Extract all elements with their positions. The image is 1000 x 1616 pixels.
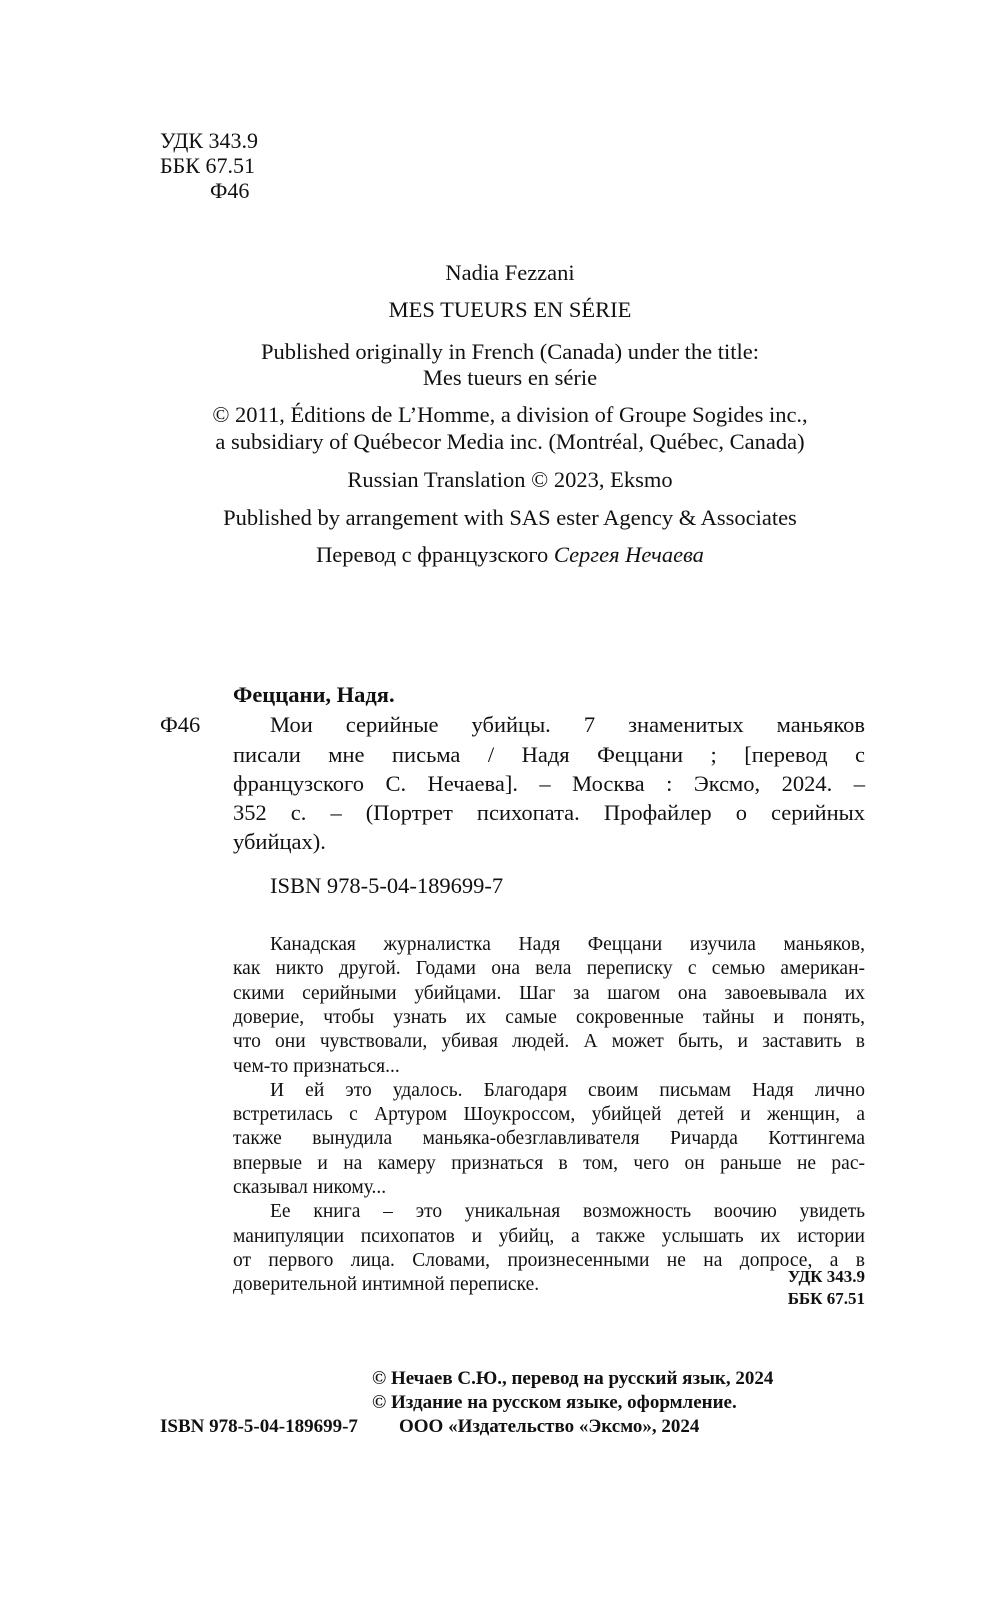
annotation-line: И ей это удалось. Благодаря своим письмам Надя лично <box>270 1079 865 1101</box>
annotation-bbk: ББК 67.51 <box>787 1289 865 1308</box>
catalog-line: французского С. Нечаева]. – Москва : Эксмо, 2024. – <box>233 771 865 796</box>
catalog-heading: Феццани, Надя. <box>233 682 395 707</box>
annotation-line: доверительной интимной переписке. <box>233 1274 540 1296</box>
udk-code: УДК 343.9 <box>160 128 259 153</box>
annotation-line: скими серийными убийцами. Шаг за шагом она завоевывала их <box>233 982 865 1004</box>
catalog-line: 352 с. – (Портрет психопата. Профайлер о серийных <box>233 800 865 825</box>
annotation-line: чем-то признаться... <box>233 1055 400 1077</box>
author-mark: Ф46 <box>210 178 250 203</box>
translator-credit <box>0 544 1000 567</box>
catalog-line: писали мне письма / Надя Феццани ; [перевод с <box>233 742 865 767</box>
catalog-isbn: ISBN 978-5-04-189699-7 <box>270 873 504 898</box>
annotation-line: сказывал никому... <box>233 1177 387 1198</box>
copyright-line-2: a subsidiary of Québecor Media inc. (Montréal, Québec, Canada) <box>215 429 805 454</box>
annotation-udk: УДК 343.9 <box>787 1267 865 1286</box>
annotation-line: также вынудила маньяка-обезглавливателя Ричарда Коттингема <box>233 1128 865 1150</box>
annotation-line: от первого лица. Словами, произнесенными не на допросе, а в <box>233 1249 865 1271</box>
catalog-author-mark: Ф46 <box>160 712 201 737</box>
footer-isbn: ISBN 978-5-04-189699-7 <box>160 1416 358 1437</box>
translator-prefix: Перевод с французского <box>316 542 549 567</box>
annotation-line: Ее книга – это уникальная возможность воочию увидеть <box>270 1201 865 1223</box>
original-author: Nadia Fezzani <box>445 260 575 285</box>
published-originally-line-2: Mes tueurs en série <box>422 365 598 390</box>
bbk-code: ББК 67.51 <box>160 153 255 178</box>
annotation-line: впервые и на камеру признаться в том, чего он раньше не рас- <box>233 1152 865 1174</box>
annotation-line: что они чувствовали, убивая людей. А может быть, и заставить в <box>233 1031 865 1053</box>
arrangement: Published by arrangement with SAS ester Agency & Associates <box>223 505 797 530</box>
annotation-line: манипуляции психопатов и убийц, а также услышать их истории <box>233 1225 865 1247</box>
annotation-line: доверие, чтобы узнать их самые сокровенные тайны и понять, <box>233 1006 865 1028</box>
original-title: MES TUEURS EN SÉRIE <box>388 297 632 322</box>
russian-translation: Russian Translation © 2023, Eksmo <box>347 467 673 492</box>
catalog-line: убийцах). <box>233 829 326 854</box>
annotation-line: встретилась с Артуром Шоукроссом, убийцей детей и женщин, а <box>233 1104 865 1126</box>
footer-copyright-edition-2: ООО «Издательство «Эксмо», 2024 <box>399 1416 700 1437</box>
footer-copyright-translator: © Нечаев С.Ю., перевод на русский язык, 2024 <box>372 1368 774 1389</box>
translator-name: Сергея Нечаева <box>553 542 704 567</box>
catalog-line: Мои серийные убийцы. 7 знаменитых маньяков <box>270 712 865 737</box>
footer-copyright-edition-1: © Издание на русском языке, оформление. <box>372 1392 737 1413</box>
published-originally-line-1: Published originally in French (Canada) under the title: <box>260 339 759 364</box>
copyright-line-1: © 2011, Éditions de L’Homme, a division of Groupe Sogides inc., <box>212 402 808 427</box>
annotation-line: Канадская журналистка Надя Феццани изучила маньяков, <box>270 934 865 955</box>
annotation-line: как никто другой. Годами она вела переписку с семью американ- <box>233 958 865 980</box>
